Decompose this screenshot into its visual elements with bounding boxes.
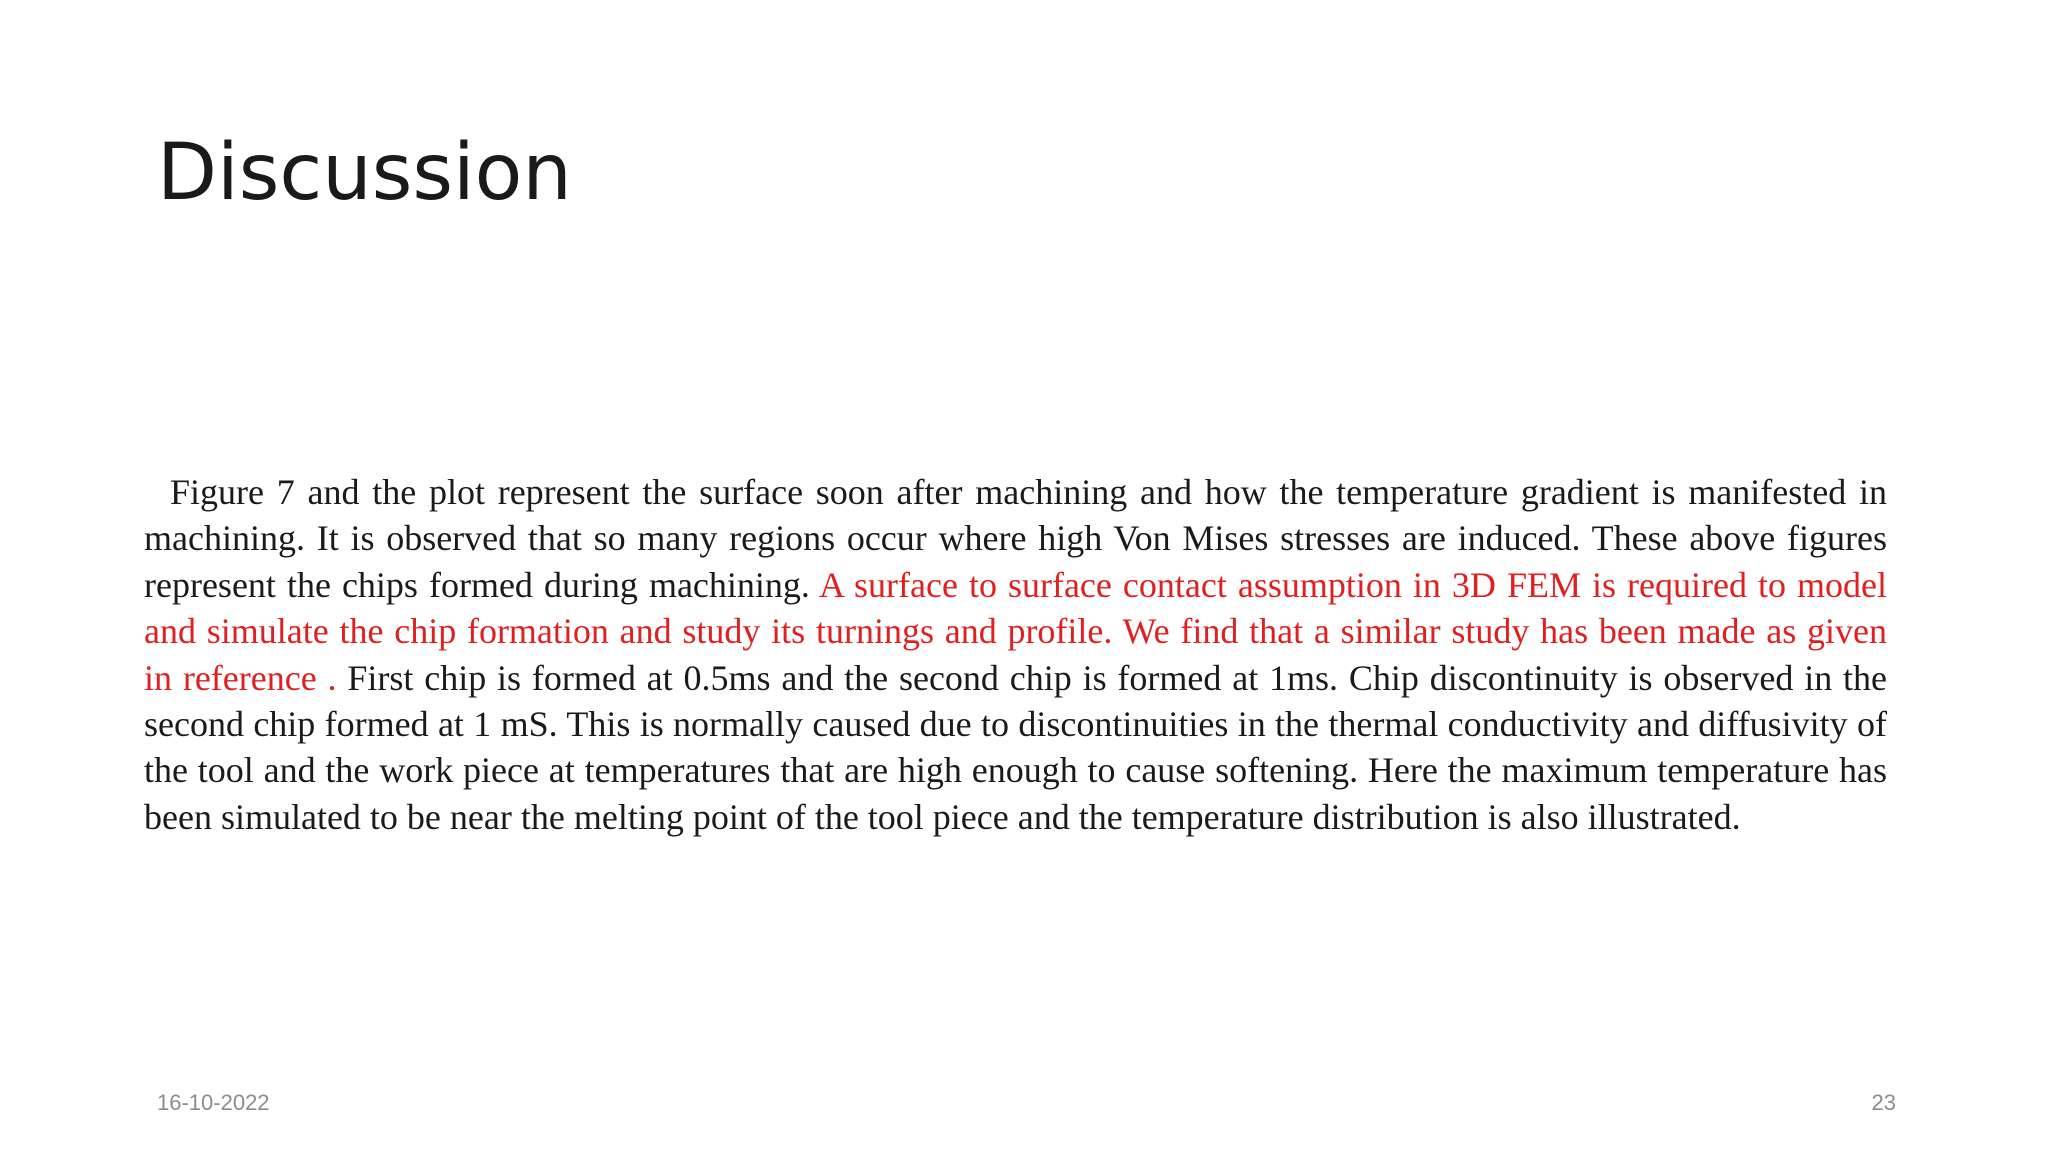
body-text-highlight: A surface to surface contact assumption in 3D FEM is required to model and simulate the chip formation and study its turnings and profile. We find that a similar study has been made as given in reference .: [144, 564, 1887, 698]
body-text-conclusion: First chip is formed at 0.5ms and the second chip is formed at 1ms. Chip discontinuity is observed in the second chip formed at 1 mS. This is normally caused due to discontinuities in the thermal conductivity and diffusivity of the tool and the work piece at temperatures that are high enough to cause softening. Here the maximum temperature has been simulated to be near the melting point of the tool piece and the temperature distribution is also illustrated.: [144, 657, 1888, 837]
body-paragraph: [144, 469, 1887, 840]
slide-number: 23: [1871, 1090, 1896, 1115]
footer-date: 16-10-2022: [157, 1090, 270, 1115]
slide-title: Discussion: [157, 128, 572, 218]
body-text-intro: Figure 7 and the plot represent the surface soon after machining and how the temperature gradient is manifested in machining. It is observed that so many regions occur where high Von Mises stresses are induced. These above figures represent the chips formed during machining.: [144, 472, 1887, 605]
